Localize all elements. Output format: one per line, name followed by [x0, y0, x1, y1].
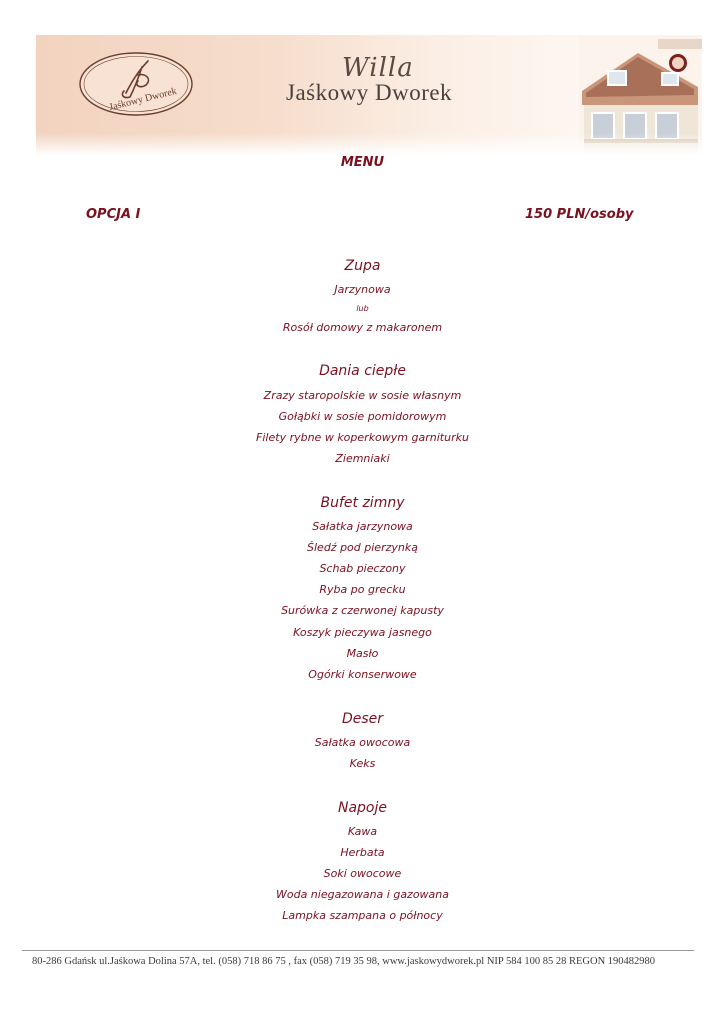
- menu-item: Surówka z czerwonej kapusty: [281, 604, 444, 617]
- footer-divider: [22, 950, 694, 951]
- brand-script: Willa: [342, 53, 414, 83]
- menu-item: Śledź pod pierzynką: [307, 541, 418, 554]
- brand-name: Jaśkowy Dworek: [286, 80, 453, 105]
- menu-item: Soki owocowe: [323, 867, 402, 880]
- section-title-deser: Deser: [341, 711, 384, 727]
- menu-item: Woda niegazowana i gazowana: [275, 888, 450, 901]
- menu-item: Koszyk pieczywa jasnego: [293, 626, 432, 639]
- menu-item: Masło: [346, 647, 379, 660]
- menu-item: Ogórki konserwowe: [308, 668, 417, 681]
- section-title-bufet-zimny: Bufet zimny: [320, 495, 405, 511]
- menu-title: MENU: [340, 155, 385, 170]
- option-price: 150 PLN/osoby: [525, 207, 634, 222]
- menu-item: Ziemniaki: [335, 452, 390, 465]
- menu-item: Kawa: [347, 825, 378, 838]
- header-banner: [36, 35, 702, 155]
- banner-fade: [36, 133, 702, 155]
- menu-item: Keks: [349, 757, 376, 770]
- section-title-dania-cieple: Dania ciepłe: [319, 363, 406, 379]
- option-label: OPCJA I: [86, 207, 141, 222]
- logo-text: Jaśkowy Dworek: [108, 85, 178, 114]
- footer-contact: 80-286 Gdańsk ul.Jaśkowa Dolina 57A, tel. (058) 718 86 75 , fax (058) 719 35 98, www.jaskowydworek.pl NIP 584 100 85 28 REGON 190482980: [32, 956, 656, 967]
- section-title-napoje: Napoje: [337, 800, 387, 816]
- menu-item: Zrazy staropolskie w sosie własnym: [263, 389, 462, 402]
- menu-item: Lampka szampana o północy: [282, 909, 443, 922]
- menu-item: Schab pieczony: [319, 562, 406, 575]
- section-title-zupa: Zupa: [344, 258, 381, 274]
- menu-item: Rosół domowy z makaronem: [282, 321, 443, 334]
- menu-item-connector: lub: [356, 304, 369, 313]
- menu-item: Ryba po grecku: [319, 583, 406, 596]
- menu-item: Herbata: [340, 846, 385, 859]
- menu-item: Filety rybne w koperkowym garniturku: [256, 431, 469, 444]
- menu-item: Gołąbki w sosie pomidorowym: [278, 410, 447, 423]
- menu-item: Jarzynowa: [334, 283, 391, 296]
- menu-item: Sałatka jarzynowa: [312, 520, 413, 533]
- menu-item: Sałatka owocowa: [314, 736, 411, 749]
